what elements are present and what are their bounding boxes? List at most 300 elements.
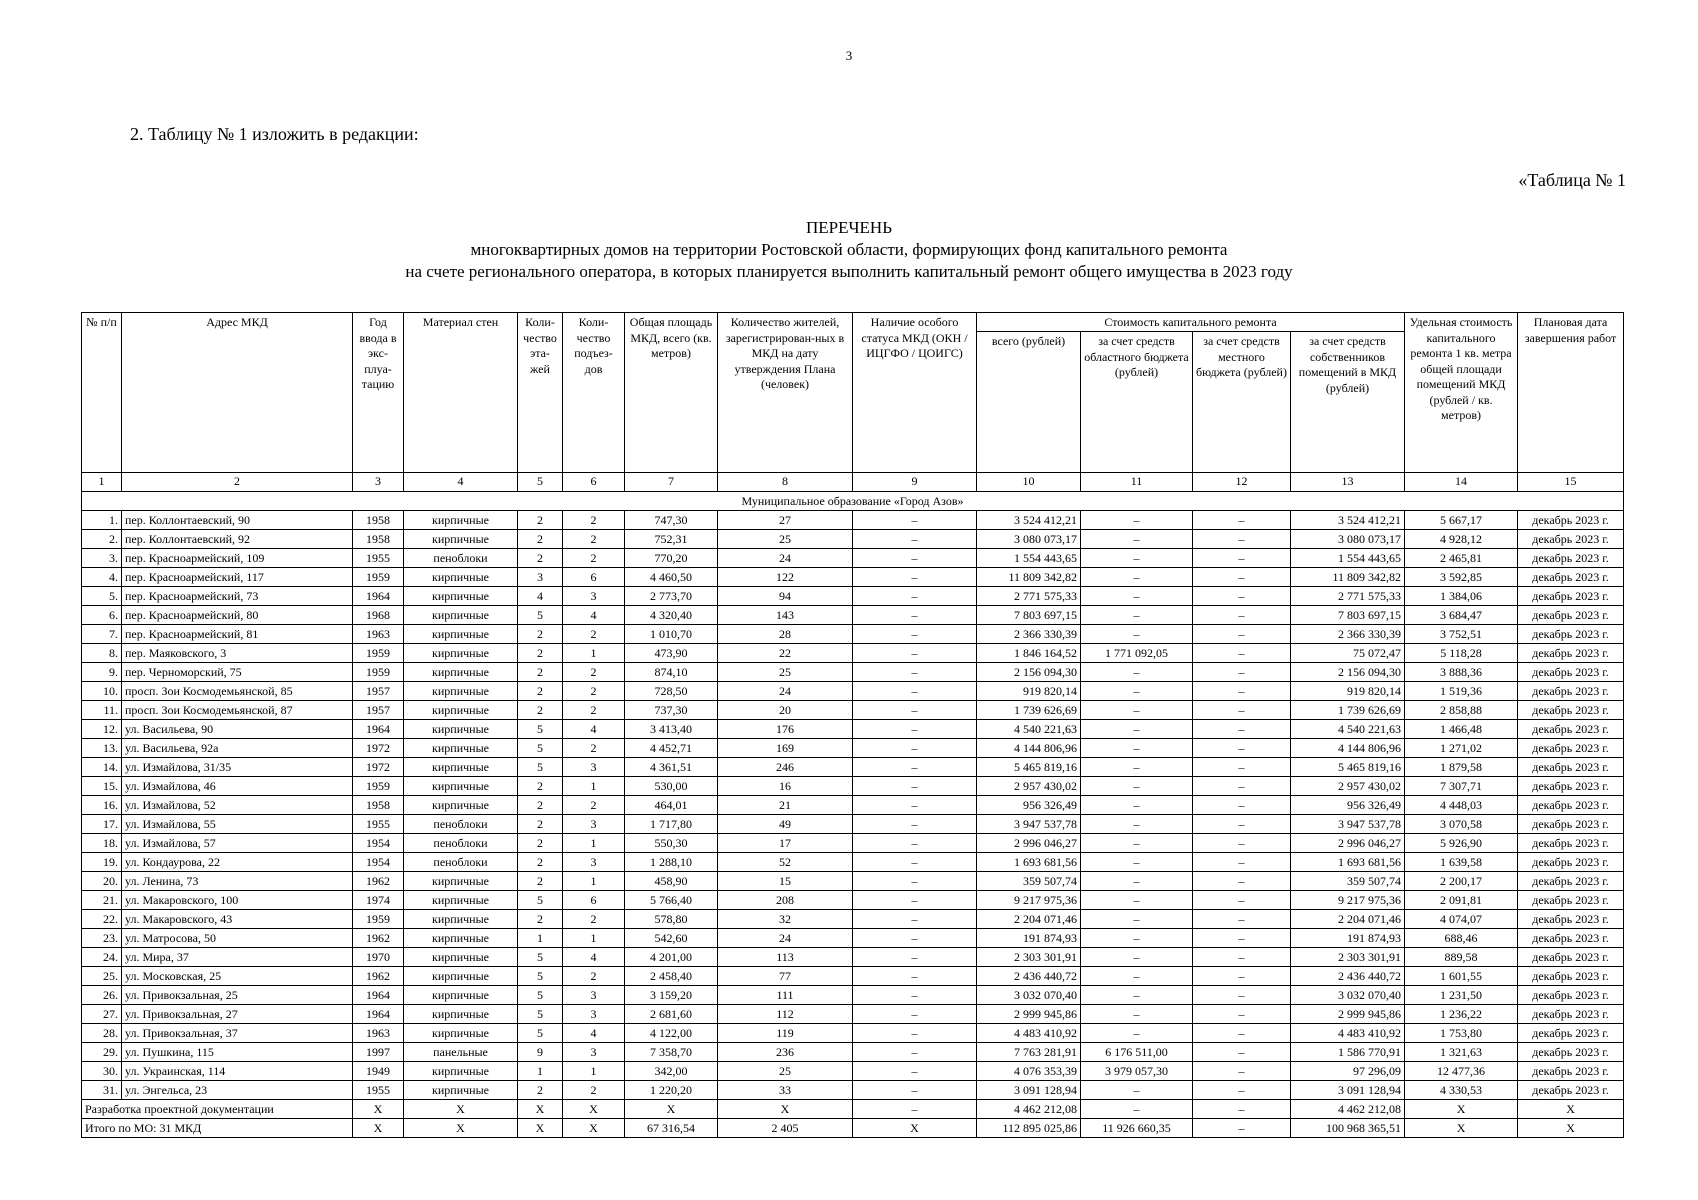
- cost-owners-cell: 2 156 094,30: [1291, 663, 1405, 682]
- cost-total-cell: 2 999 945,86: [977, 1005, 1081, 1024]
- address-cell: ул. Мира, 37: [122, 948, 353, 967]
- unit-cost-cell: 1 639,58: [1405, 853, 1518, 872]
- status-cell: –: [853, 663, 977, 682]
- row-number: 12.: [82, 720, 122, 739]
- header-num: № п/п: [82, 313, 122, 473]
- cost-total-cell: 11 809 342,82: [977, 568, 1081, 587]
- deadline-cell: Х: [1518, 1100, 1624, 1119]
- deadline-cell: декабрь 2023 г.: [1518, 587, 1624, 606]
- status-cell: –: [853, 606, 977, 625]
- area-cell: 1 717,80: [625, 815, 718, 834]
- address-cell: ул. Привокзальная, 27: [122, 1005, 353, 1024]
- unit-cost-cell: 1 879,58: [1405, 758, 1518, 777]
- entrances-cell: 3: [563, 853, 625, 872]
- residents-cell: 24: [718, 682, 853, 701]
- address-cell: ул. Измайлова, 31/35: [122, 758, 353, 777]
- table-row: [82, 511, 1624, 530]
- table-row: [82, 834, 1624, 853]
- unit-cost-cell: 1 519,36: [1405, 682, 1518, 701]
- entrances-cell: 2: [563, 530, 625, 549]
- header-entrances: Коли-чество подъез-дов: [563, 313, 625, 473]
- area-cell: 5 766,40: [625, 891, 718, 910]
- area-cell: 2 681,60: [625, 1005, 718, 1024]
- status-cell: –: [853, 644, 977, 663]
- material-cell: кирпичные: [404, 967, 518, 986]
- cost-total-cell: 919 820,14: [977, 682, 1081, 701]
- unit-cost-cell: 1 753,80: [1405, 1024, 1518, 1043]
- status-cell: –: [853, 853, 977, 872]
- floors-cell: 2: [518, 853, 563, 872]
- deadline-cell: декабрь 2023 г.: [1518, 777, 1624, 796]
- cost-regional-cell: –: [1081, 625, 1193, 644]
- cost-local-cell: –: [1193, 587, 1291, 606]
- cost-owners-cell: 3 947 537,78: [1291, 815, 1405, 834]
- row-number: 29.: [82, 1043, 122, 1062]
- entrances-cell: 2: [563, 549, 625, 568]
- unit-cost-cell: 3 070,58: [1405, 815, 1518, 834]
- cost-regional-cell: –: [1081, 910, 1193, 929]
- floors-cell: 2: [518, 663, 563, 682]
- entrances-cell: 6: [563, 891, 625, 910]
- unit-cost-cell: 12 477,36: [1405, 1062, 1518, 1081]
- floors-cell: 2: [518, 549, 563, 568]
- area-cell: 728,50: [625, 682, 718, 701]
- cost-regional-cell: –: [1081, 530, 1193, 549]
- entrances-cell: Х: [563, 1119, 625, 1138]
- floors-cell: 2: [518, 701, 563, 720]
- entrances-cell: 1: [563, 644, 625, 663]
- residents-cell: 112: [718, 1005, 853, 1024]
- unit-cost-cell: Х: [1405, 1100, 1518, 1119]
- material-cell: кирпичные: [404, 948, 518, 967]
- cost-local-cell: –: [1193, 986, 1291, 1005]
- row-number: 7.: [82, 625, 122, 644]
- status-cell: –: [853, 777, 977, 796]
- year-cell: 1970: [353, 948, 404, 967]
- address-cell: просп. Зои Космодемьянской, 85: [122, 682, 353, 701]
- unit-cost-cell: 5 667,17: [1405, 511, 1518, 530]
- header-floors: Коли-чество эта-жей: [518, 313, 563, 473]
- status-cell: –: [853, 625, 977, 644]
- column-number: 1: [82, 473, 122, 492]
- cost-local-cell: –: [1193, 568, 1291, 587]
- capital-repair-table: [81, 312, 1624, 1138]
- cost-local-cell: –: [1193, 796, 1291, 815]
- row-number: 26.: [82, 986, 122, 1005]
- area-cell: 4 361,51: [625, 758, 718, 777]
- title-line-2: многоквартирных домов на территории Ростовской области, формирующих фонд капитального ремонта: [470, 240, 1228, 259]
- address-cell: ул. Макаровского, 100: [122, 891, 353, 910]
- year-cell: Х: [353, 1100, 404, 1119]
- year-cell: 1968: [353, 606, 404, 625]
- cost-total-cell: 2 366 330,39: [977, 625, 1081, 644]
- entrances-cell: 1: [563, 929, 625, 948]
- cost-local-cell: –: [1193, 606, 1291, 625]
- deadline-cell: декабрь 2023 г.: [1518, 606, 1624, 625]
- entrances-cell: 4: [563, 948, 625, 967]
- address-cell: пер. Коллонтаевский, 90: [122, 511, 353, 530]
- cost-owners-cell: 4 462 212,08: [1291, 1100, 1405, 1119]
- floors-cell: 5: [518, 739, 563, 758]
- unit-cost-cell: 1 321,63: [1405, 1043, 1518, 1062]
- table-row: [82, 530, 1624, 549]
- page-number: 3: [845, 48, 853, 63]
- cost-owners-cell: 1 586 770,91: [1291, 1043, 1405, 1062]
- material-cell: пеноблоки: [404, 834, 518, 853]
- header-cost-local: за счет средств местного бюджета (рублей): [1193, 332, 1291, 473]
- cost-owners-cell: 956 326,49: [1291, 796, 1405, 815]
- unit-cost-cell: 1 601,55: [1405, 967, 1518, 986]
- address-cell: пер. Красноармейский, 109: [122, 549, 353, 568]
- year-cell: 1954: [353, 834, 404, 853]
- material-cell: кирпичные: [404, 663, 518, 682]
- area-cell: 1 010,70: [625, 625, 718, 644]
- address-cell: ул. Энгельса, 23: [122, 1081, 353, 1100]
- address-cell: ул. Привокзальная, 25: [122, 986, 353, 1005]
- floors-cell: 2: [518, 511, 563, 530]
- year-cell: 1957: [353, 701, 404, 720]
- row-number: 4.: [82, 568, 122, 587]
- cost-regional-cell: –: [1081, 891, 1193, 910]
- cost-owners-cell: 75 072,47: [1291, 644, 1405, 663]
- unit-cost-cell: 688,46: [1405, 929, 1518, 948]
- material-cell: кирпичные: [404, 796, 518, 815]
- area-cell: 1 288,10: [625, 853, 718, 872]
- entrances-cell: 4: [563, 1024, 625, 1043]
- residents-cell: 20: [718, 701, 853, 720]
- year-cell: 1958: [353, 530, 404, 549]
- residents-cell: 28: [718, 625, 853, 644]
- deadline-cell: декабрь 2023 г.: [1518, 796, 1624, 815]
- area-cell: 737,30: [625, 701, 718, 720]
- cost-owners-cell: 3 080 073,17: [1291, 530, 1405, 549]
- row-number: 3.: [82, 549, 122, 568]
- deadline-cell: декабрь 2023 г.: [1518, 739, 1624, 758]
- cost-owners-cell: 1 554 443,65: [1291, 549, 1405, 568]
- address-cell: пер. Черноморский, 75: [122, 663, 353, 682]
- unit-cost-cell: 4 448,03: [1405, 796, 1518, 815]
- address-cell: ул. Измайлова, 55: [122, 815, 353, 834]
- material-cell: кирпичные: [404, 530, 518, 549]
- header-address: Адрес МКД: [122, 313, 353, 473]
- floors-cell: 4: [518, 587, 563, 606]
- material-cell: кирпичные: [404, 1081, 518, 1100]
- table-row: [82, 1081, 1624, 1100]
- floors-cell: 5: [518, 967, 563, 986]
- table-row: [82, 853, 1624, 872]
- year-cell: 1962: [353, 929, 404, 948]
- summary-row: [82, 1100, 1624, 1119]
- status-cell: –: [853, 739, 977, 758]
- residents-cell: 25: [718, 663, 853, 682]
- floors-cell: 5: [518, 891, 563, 910]
- row-number: 6.: [82, 606, 122, 625]
- cost-regional-cell: –: [1081, 511, 1193, 530]
- unit-cost-cell: 1 231,50: [1405, 986, 1518, 1005]
- column-number: 8: [718, 473, 853, 492]
- unit-cost-cell: 4 330,53: [1405, 1081, 1518, 1100]
- material-cell: кирпичные: [404, 1024, 518, 1043]
- row-number: 25.: [82, 967, 122, 986]
- entrances-cell: 4: [563, 720, 625, 739]
- address-cell: пер. Красноармейский, 80: [122, 606, 353, 625]
- table-row: [82, 758, 1624, 777]
- cost-owners-cell: 2 996 046,27: [1291, 834, 1405, 853]
- cost-regional-cell: –: [1081, 929, 1193, 948]
- material-cell: кирпичные: [404, 758, 518, 777]
- deadline-cell: декабрь 2023 г.: [1518, 1081, 1624, 1100]
- entrances-cell: 1: [563, 872, 625, 891]
- entrances-cell: 2: [563, 1081, 625, 1100]
- cost-local-cell: –: [1193, 549, 1291, 568]
- cost-total-cell: 1 554 443,65: [977, 549, 1081, 568]
- cost-regional-cell: –: [1081, 663, 1193, 682]
- cost-owners-cell: 11 809 342,82: [1291, 568, 1405, 587]
- address-cell: ул. Васильева, 92а: [122, 739, 353, 758]
- material-cell: кирпичные: [404, 986, 518, 1005]
- cost-local-cell: –: [1193, 625, 1291, 644]
- summary-row: [82, 1119, 1624, 1138]
- deadline-cell: декабрь 2023 г.: [1518, 872, 1624, 891]
- address-cell: ул. Измайлова, 57: [122, 834, 353, 853]
- column-number: 9: [853, 473, 977, 492]
- floors-cell: 5: [518, 758, 563, 777]
- row-number: 15.: [82, 777, 122, 796]
- year-cell: 1962: [353, 872, 404, 891]
- status-cell: –: [853, 511, 977, 530]
- unit-cost-cell: 2 091,81: [1405, 891, 1518, 910]
- year-cell: 1959: [353, 777, 404, 796]
- address-cell: ул. Московская, 25: [122, 967, 353, 986]
- residents-cell: 94: [718, 587, 853, 606]
- deadline-cell: декабрь 2023 г.: [1518, 720, 1624, 739]
- material-cell: Х: [404, 1119, 518, 1138]
- cost-owners-cell: 1 739 626,69: [1291, 701, 1405, 720]
- cost-local-cell: –: [1193, 682, 1291, 701]
- footer-label: Разработка проектной документации: [82, 1100, 353, 1119]
- material-cell: кирпичные: [404, 511, 518, 530]
- cost-owners-cell: 2 204 071,46: [1291, 910, 1405, 929]
- header-cost-owners: за счет средств собственников помещений в МКД (рублей): [1291, 332, 1405, 473]
- cost-regional-cell: –: [1081, 872, 1193, 891]
- year-cell: 1949: [353, 1062, 404, 1081]
- residents-cell: 24: [718, 929, 853, 948]
- area-cell: 473,90: [625, 644, 718, 663]
- column-number: 14: [1405, 473, 1518, 492]
- deadline-cell: декабрь 2023 г.: [1518, 1024, 1624, 1043]
- entrances-cell: 3: [563, 1043, 625, 1062]
- title-line-3: на счете регионального оператора, в которых планируется выполнить капитальный ремонт общего имущества в 2023 году: [405, 262, 1293, 281]
- cost-owners-cell: 359 507,74: [1291, 872, 1405, 891]
- cost-local-cell: –: [1193, 853, 1291, 872]
- address-cell: просп. Зои Космодемьянской, 87: [122, 701, 353, 720]
- address-cell: ул. Пушкина, 115: [122, 1043, 353, 1062]
- header-cost-total: всего (рублей): [977, 332, 1081, 473]
- material-cell: кирпичные: [404, 910, 518, 929]
- material-cell: кирпичные: [404, 682, 518, 701]
- floors-cell: 2: [518, 834, 563, 853]
- address-cell: ул. Макаровского, 43: [122, 910, 353, 929]
- deadline-cell: декабрь 2023 г.: [1518, 1043, 1624, 1062]
- cost-total-cell: 5 465 819,16: [977, 758, 1081, 777]
- year-cell: 1964: [353, 1005, 404, 1024]
- status-cell: –: [853, 910, 977, 929]
- area-cell: 542,60: [625, 929, 718, 948]
- entrances-cell: 1: [563, 777, 625, 796]
- cost-regional-cell: 1 771 092,05: [1081, 644, 1193, 663]
- column-number: 6: [563, 473, 625, 492]
- cost-local-cell: –: [1193, 720, 1291, 739]
- cost-owners-cell: 7 803 697,15: [1291, 606, 1405, 625]
- cost-owners-cell: 2 771 575,33: [1291, 587, 1405, 606]
- cost-owners-cell: 1 693 681,56: [1291, 853, 1405, 872]
- cost-local-cell: –: [1193, 1024, 1291, 1043]
- cost-owners-cell: 100 968 365,51: [1291, 1119, 1405, 1138]
- row-number: 1.: [82, 511, 122, 530]
- floors-cell: 5: [518, 986, 563, 1005]
- floors-cell: 2: [518, 625, 563, 644]
- floors-cell: 2: [518, 777, 563, 796]
- table-row: [82, 549, 1624, 568]
- material-cell: Х: [404, 1100, 518, 1119]
- column-number: 3: [353, 473, 404, 492]
- cost-local-cell: –: [1193, 891, 1291, 910]
- year-cell: 1958: [353, 511, 404, 530]
- unit-cost-cell: 3 592,85: [1405, 568, 1518, 587]
- residents-cell: 52: [718, 853, 853, 872]
- status-cell: –: [853, 967, 977, 986]
- material-cell: кирпичные: [404, 739, 518, 758]
- material-cell: кирпичные: [404, 644, 518, 663]
- cost-local-cell: –: [1193, 644, 1291, 663]
- status-cell: –: [853, 891, 977, 910]
- table-row: [82, 644, 1624, 663]
- cost-total-cell: 7 803 697,15: [977, 606, 1081, 625]
- cost-regional-cell: 6 176 511,00: [1081, 1043, 1193, 1062]
- cost-owners-cell: 2 366 330,39: [1291, 625, 1405, 644]
- column-number: 11: [1081, 473, 1193, 492]
- table-row: [82, 986, 1624, 1005]
- cost-local-cell: –: [1193, 948, 1291, 967]
- table-row: [82, 1024, 1624, 1043]
- year-cell: 1955: [353, 1081, 404, 1100]
- cost-local-cell: –: [1193, 967, 1291, 986]
- residents-cell: 113: [718, 948, 853, 967]
- unit-cost-cell: 5 118,28: [1405, 644, 1518, 663]
- cost-owners-cell: 5 465 819,16: [1291, 758, 1405, 777]
- status-cell: –: [853, 682, 977, 701]
- year-cell: Х: [353, 1119, 404, 1138]
- residents-cell: 176: [718, 720, 853, 739]
- row-number: 30.: [82, 1062, 122, 1081]
- cost-total-cell: 2 156 094,30: [977, 663, 1081, 682]
- residents-cell: 16: [718, 777, 853, 796]
- unit-cost-cell: Х: [1405, 1119, 1518, 1138]
- address-cell: пер. Красноармейский, 73: [122, 587, 353, 606]
- cost-local-cell: –: [1193, 872, 1291, 891]
- column-number-row: [82, 473, 1624, 492]
- year-cell: 1955: [353, 815, 404, 834]
- deadline-cell: декабрь 2023 г.: [1518, 511, 1624, 530]
- section-row: [82, 492, 1624, 511]
- cost-regional-cell: 11 926 660,35: [1081, 1119, 1193, 1138]
- residents-cell: 119: [718, 1024, 853, 1043]
- status-cell: –: [853, 948, 977, 967]
- year-cell: 1959: [353, 644, 404, 663]
- status-cell: –: [853, 986, 977, 1005]
- address-cell: пер. Красноармейский, 117: [122, 568, 353, 587]
- residents-cell: 33: [718, 1081, 853, 1100]
- residents-cell: 246: [718, 758, 853, 777]
- entrances-cell: 1: [563, 1062, 625, 1081]
- floors-cell: 5: [518, 1005, 563, 1024]
- cost-total-cell: 3 091 128,94: [977, 1081, 1081, 1100]
- address-cell: ул. Измайлова, 46: [122, 777, 353, 796]
- column-number: 2: [122, 473, 353, 492]
- table-row: [82, 815, 1624, 834]
- residents-cell: 27: [718, 511, 853, 530]
- cost-regional-cell: –: [1081, 967, 1193, 986]
- unit-cost-cell: 1 236,22: [1405, 1005, 1518, 1024]
- cost-owners-cell: 3 091 128,94: [1291, 1081, 1405, 1100]
- cost-total-cell: 3 524 412,21: [977, 511, 1081, 530]
- address-cell: пер. Маяковского, 3: [122, 644, 353, 663]
- column-number: 10: [977, 473, 1081, 492]
- residents-cell: 25: [718, 1062, 853, 1081]
- area-cell: 464,01: [625, 796, 718, 815]
- material-cell: кирпичные: [404, 777, 518, 796]
- unit-cost-cell: 4 074,07: [1405, 910, 1518, 929]
- status-cell: –: [853, 568, 977, 587]
- area-cell: 4 452,71: [625, 739, 718, 758]
- status-cell: –: [853, 815, 977, 834]
- deadline-cell: декабрь 2023 г.: [1518, 815, 1624, 834]
- material-cell: пеноблоки: [404, 815, 518, 834]
- cost-regional-cell: –: [1081, 587, 1193, 606]
- cost-owners-cell: 97 296,09: [1291, 1062, 1405, 1081]
- status-cell: –: [853, 1024, 977, 1043]
- year-cell: 1963: [353, 625, 404, 644]
- material-cell: пеноблоки: [404, 853, 518, 872]
- year-cell: 1972: [353, 739, 404, 758]
- material-cell: кирпичные: [404, 568, 518, 587]
- entrances-cell: 2: [563, 910, 625, 929]
- table-row: [82, 948, 1624, 967]
- cost-owners-cell: 3 032 070,40: [1291, 986, 1405, 1005]
- area-cell: 530,00: [625, 777, 718, 796]
- cost-owners-cell: 2 303 301,91: [1291, 948, 1405, 967]
- table-row: [82, 929, 1624, 948]
- cost-regional-cell: –: [1081, 948, 1193, 967]
- floors-cell: 5: [518, 948, 563, 967]
- area-cell: 4 320,40: [625, 606, 718, 625]
- table-row: [82, 891, 1624, 910]
- area-cell: 1 220,20: [625, 1081, 718, 1100]
- deadline-cell: декабрь 2023 г.: [1518, 834, 1624, 853]
- area-cell: 747,30: [625, 511, 718, 530]
- status-cell: –: [853, 796, 977, 815]
- row-number: 9.: [82, 663, 122, 682]
- header-deadline: Плановая дата завершения работ: [1518, 313, 1624, 473]
- entrances-cell: 2: [563, 682, 625, 701]
- cost-local-cell: –: [1193, 777, 1291, 796]
- address-cell: ул. Кондаурова, 22: [122, 853, 353, 872]
- cost-total-cell: 4 483 410,92: [977, 1024, 1081, 1043]
- cost-local-cell: –: [1193, 1005, 1291, 1024]
- cost-local-cell: –: [1193, 1081, 1291, 1100]
- area-cell: 3 159,20: [625, 986, 718, 1005]
- material-cell: кирпичные: [404, 587, 518, 606]
